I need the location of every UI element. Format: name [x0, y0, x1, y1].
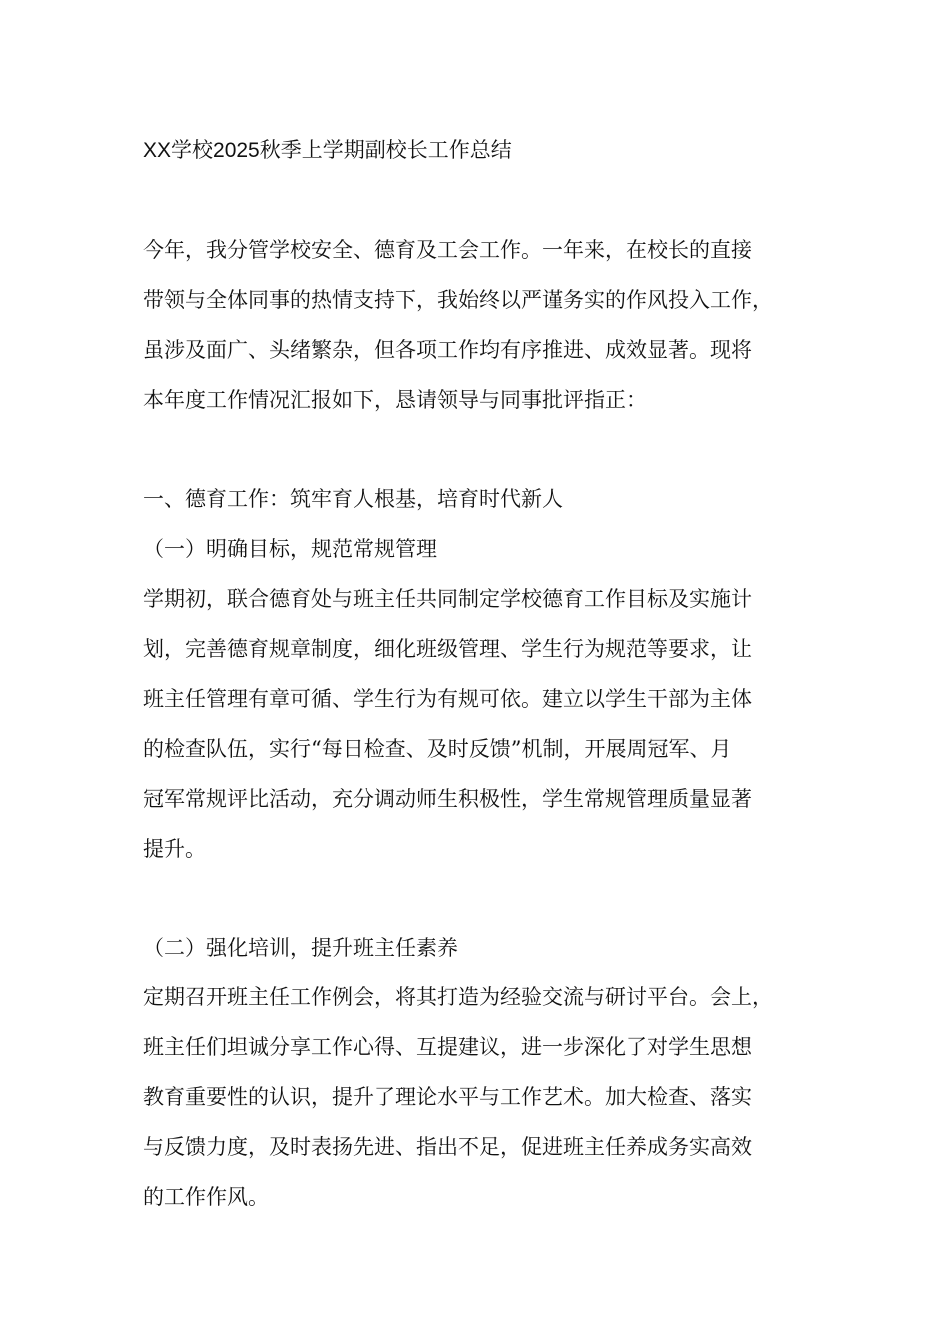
section-paragraph — [143, 574, 823, 874]
section-paragraph — [143, 972, 823, 1222]
document-title: XX学校2025秋季上学期副校长工作总结 — [143, 139, 512, 162]
paragraph-line: 带领与全体同事的热情支持下，我始终以严谨务实的作风投入工作， — [143, 288, 773, 312]
paragraph-line: 学期初，联合德育处与班主任共同制定学校德育工作目标及实施计 — [143, 587, 752, 611]
paragraph-line: 本年度工作情况汇报如下，恳请领导与同事批评指正： — [143, 388, 647, 412]
paragraph-line: 与反馈力度，及时表扬先进、指出不足，促进班主任养成务实高效 — [143, 1135, 752, 1159]
paragraph-line: 班主任们坦诚分享工作心得、互提建议，进一步深化了对学生思想 — [143, 1035, 752, 1059]
paragraph-line: 划，完善德育规章制度，细化班级管理、学生行为规范等要求，让 — [143, 637, 752, 661]
subsection-heading: （二）强化培训，提升班主任素养 — [143, 936, 458, 960]
section-heading: 一、德育工作：筑牢育人根基，培育时代新人 — [143, 487, 563, 511]
paragraph-line: 的检查队伍，实行“每日检查、及时反馈”机制，开展周冠军、月 — [143, 737, 732, 761]
paragraph-line: 虽涉及面广、头绪繁杂，但各项工作均有序推进、成效显著。现将 — [143, 338, 752, 362]
paragraph-line: 提升。 — [143, 837, 206, 861]
paragraph-line: 的工作作风。 — [143, 1185, 269, 1209]
paragraph-line: 教育重要性的认识，提升了理论水平与工作艺术。加大检查、落实 — [143, 1085, 752, 1109]
paragraph-line: 今年，我分管学校安全、德育及工会工作。一年来，在校长的直接 — [143, 238, 752, 262]
subsection-heading: （一）明确目标，规范常规管理 — [143, 537, 437, 561]
paragraph-line: 定期召开班主任工作例会，将其打造为经验交流与研讨平台。会上， — [143, 985, 773, 1009]
intro-paragraph — [143, 225, 823, 425]
paragraph-line: 冠军常规评比活动，充分调动师生积极性，学生常规管理质量显著 — [143, 787, 752, 811]
paragraph-line: 班主任管理有章可循、学生行为有规可依。建立以学生干部为主体 — [143, 687, 752, 711]
